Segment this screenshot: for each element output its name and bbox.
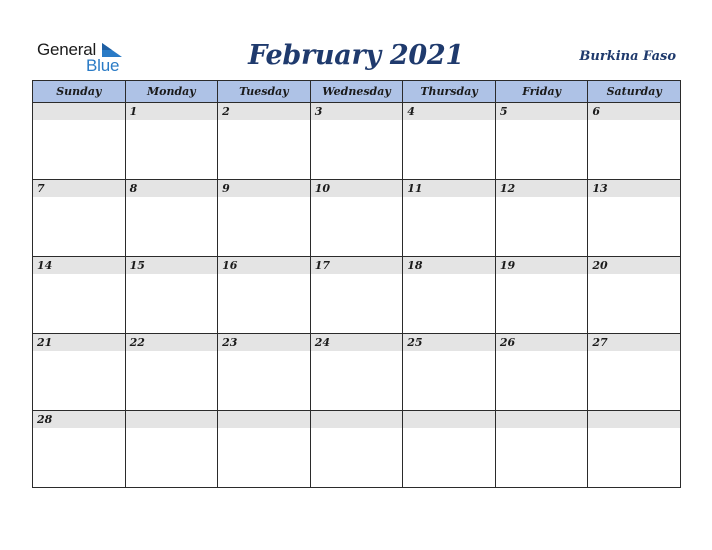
day-number: 26 <box>499 336 516 349</box>
day-number: 2 <box>222 105 230 118</box>
day-strip <box>588 257 680 274</box>
day-number: 17 <box>314 259 330 272</box>
weekday-header: Friday <box>495 81 588 103</box>
logo-word-blue: Blue <box>86 56 120 75</box>
day-strip <box>126 257 218 274</box>
day-strip <box>403 180 495 197</box>
day-number: 3 <box>314 105 323 118</box>
logo-word-general: General <box>37 40 97 59</box>
day-cell <box>218 334 311 411</box>
day-strip <box>218 103 310 120</box>
day-number: 28 <box>37 413 53 426</box>
day-cell <box>310 411 403 488</box>
day-number: 27 <box>592 336 608 349</box>
week-row <box>33 103 681 180</box>
day-number: 8 <box>129 182 138 195</box>
day-cell <box>33 103 126 180</box>
day-strip <box>403 334 495 351</box>
day-cell <box>218 180 311 257</box>
day-cell <box>33 257 126 334</box>
day-strip <box>126 334 218 351</box>
weekday-header: Tuesday <box>218 81 311 103</box>
day-strip <box>403 411 495 428</box>
day-number: 12 <box>499 182 516 195</box>
day-number: 6 <box>592 105 601 118</box>
day-strip <box>311 257 403 274</box>
day-cell <box>588 257 681 334</box>
week-row <box>33 334 681 411</box>
country-label: Burkina Faso <box>579 49 676 64</box>
day-number: 11 <box>407 182 423 195</box>
day-cell <box>125 411 218 488</box>
day-cell <box>403 334 496 411</box>
day-cell <box>403 180 496 257</box>
day-number: 1 <box>129 105 138 118</box>
day-strip <box>403 257 495 274</box>
day-strip <box>496 103 588 120</box>
day-strip <box>403 103 495 120</box>
weekday-header: Wednesday <box>310 81 403 103</box>
day-cell <box>218 257 311 334</box>
calendar-title: February 2021 <box>248 40 464 71</box>
day-cell <box>310 103 403 180</box>
week-row <box>33 411 681 488</box>
day-strip <box>311 411 403 428</box>
day-cell <box>403 257 496 334</box>
day-cell <box>588 334 681 411</box>
day-cell <box>495 411 588 488</box>
week-row <box>33 180 681 257</box>
month-calendar <box>32 80 681 488</box>
day-number: 13 <box>592 182 608 195</box>
day-number: 19 <box>499 259 516 272</box>
day-number: 23 <box>222 336 238 349</box>
day-cell <box>495 180 588 257</box>
day-strip <box>588 180 680 197</box>
day-strip <box>33 180 125 197</box>
day-number: 10 <box>314 182 330 195</box>
day-cell <box>403 411 496 488</box>
day-cell <box>125 334 218 411</box>
day-strip <box>33 411 125 428</box>
day-number: 20 <box>592 259 608 272</box>
day-strip <box>311 334 403 351</box>
day-strip <box>311 103 403 120</box>
day-strip <box>126 180 218 197</box>
day-number: 7 <box>37 182 45 195</box>
day-cell <box>495 334 588 411</box>
day-strip <box>496 334 588 351</box>
day-strip <box>496 257 588 274</box>
day-cell <box>310 180 403 257</box>
day-number: 9 <box>222 182 230 195</box>
day-strip <box>218 257 310 274</box>
day-strip <box>311 180 403 197</box>
day-strip <box>588 411 680 428</box>
day-strip <box>33 257 125 274</box>
day-cell <box>33 180 126 257</box>
day-number: 25 <box>407 336 423 349</box>
day-cell <box>125 180 218 257</box>
day-cell <box>495 103 588 180</box>
weekday-header-row <box>33 81 681 103</box>
day-strip <box>496 411 588 428</box>
weekday-header: Thursday <box>403 81 496 103</box>
day-cell <box>33 411 126 488</box>
day-cell <box>403 103 496 180</box>
day-cell <box>125 103 218 180</box>
day-number: 22 <box>129 336 145 349</box>
day-cell <box>218 103 311 180</box>
weekday-header: Monday <box>125 81 218 103</box>
day-cell <box>33 334 126 411</box>
day-cell <box>310 257 403 334</box>
day-cell <box>125 257 218 334</box>
day-number: 4 <box>407 105 415 118</box>
day-strip <box>126 411 218 428</box>
day-number: 21 <box>37 336 53 349</box>
day-number: 24 <box>314 336 330 349</box>
day-number: 15 <box>129 259 145 272</box>
day-strip <box>33 103 125 120</box>
day-cell <box>588 411 681 488</box>
day-cell <box>588 103 681 180</box>
day-strip <box>588 334 680 351</box>
day-number: 18 <box>407 259 423 272</box>
day-strip <box>218 180 310 197</box>
day-cell <box>588 180 681 257</box>
day-strip <box>218 411 310 428</box>
weekday-header: Saturday <box>588 81 681 103</box>
day-cell <box>218 411 311 488</box>
weekday-header: Sunday <box>33 81 126 103</box>
day-cell <box>310 334 403 411</box>
day-strip <box>33 334 125 351</box>
week-row <box>33 257 681 334</box>
day-number: 16 <box>222 259 238 272</box>
day-strip <box>496 180 588 197</box>
day-cell <box>495 257 588 334</box>
day-number: 5 <box>499 105 508 118</box>
day-strip <box>218 334 310 351</box>
day-strip <box>126 103 218 120</box>
day-strip <box>588 103 680 120</box>
day-number: 14 <box>37 259 53 272</box>
